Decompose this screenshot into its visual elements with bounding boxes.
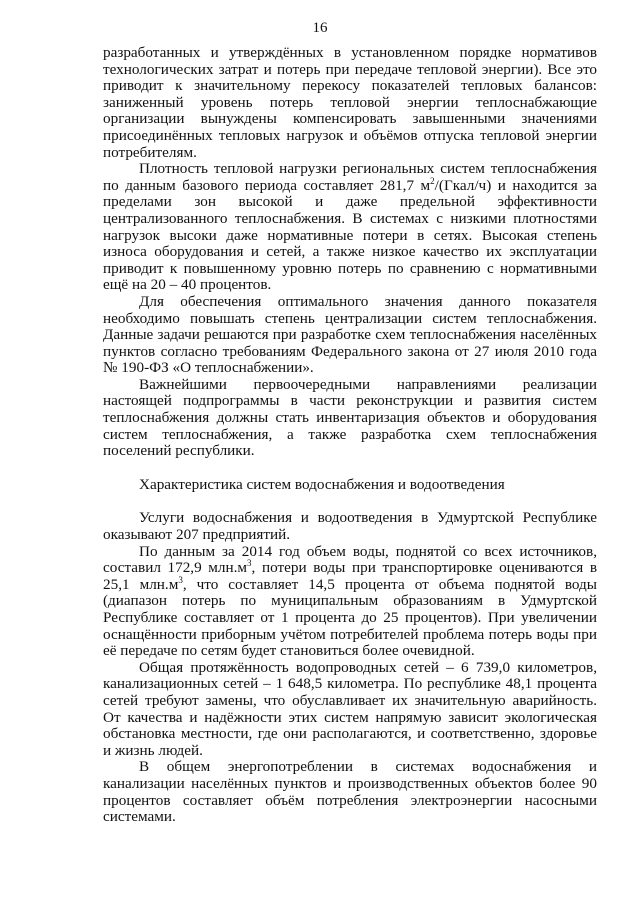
- paragraph-1: разработанных и утверждённых в установленном порядке нормативов технологических затрат и потерь при передаче тепловой энергии). Все это приводит к значительному перекосу показателей тепловых балансов: заниженный уровень потерь тепловой энергии теплоснабжающие организации вынуждены компенсировать завышенными значениями присоединённых тепловых нагрузок и объёмов отпуска тепловой энергии потребителям.: [103, 44, 597, 161]
- superscript-3-b: 3: [178, 574, 183, 585]
- document-body: [103, 45, 597, 826]
- paragraph-2: [103, 161, 597, 294]
- paragraph-8: В общем энергопотреблении в системах водоснабжения и канализации населённых пунктов и производственных объектов более 90 процентов составляет объём потребления электроэнергии насосными системами.: [103, 758, 597, 826]
- superscript-3-a: 3: [247, 558, 252, 569]
- paragraph-6-text-c: , что составляет 14,5 процента от объема поднятой воды (диапазон потерь по муниципальным образованиям в Удмуртской Республике составляет от 1 процента до 25 процентов). При увеличении оснащённости приборным учётом потребителей проблема потерь воды при её передаче по сетям будет становиться более очевидной.: [103, 575, 597, 660]
- paragraph-6: [103, 544, 597, 660]
- paragraph-5: Услуги водоснабжения и водоотведения в Удмуртской Республике оказывают 207 предприятий.: [103, 509, 597, 544]
- paragraph-7: Общая протяжённость водопроводных сетей – 6 739,0 километров, канализационных сетей – 1 648,5 километра. По республике 48,1 процента сетей требуют замены, что обуславливает их значительную аварийность. От качества и надёжности этих систем напрямую зависит экологическая обстановка местности, где они располагаются, и соответственно, здоровье и жизнь людей.: [103, 658, 597, 759]
- paragraph-4: Важнейшими первоочередными направлениями реализации настоящей подпрограммы в части реконструкции и развития систем теплоснабжения должны стать инвентаризация объектов и оборудования систем теплоснабжения, а также разработка схем теплоснабжения поселений республики.: [103, 375, 597, 460]
- paragraph-2-text-a: Плотность тепловой нагрузки региональных систем теплоснабжения по данным базового периода составляет 281,7 м: [103, 160, 597, 194]
- page-number: 16: [312, 20, 328, 36]
- paragraph-6-text-b: , потери воды при транспортировке оцениваются в 25,1 млн.м: [103, 559, 597, 593]
- section-heading: Характеристика систем водоснабжения и водоотведения: [139, 475, 505, 493]
- paragraph-2-text-b: /(Гкал/ч) и находится за пределами зон высокой и даже предельной эффективности централизованного теплоснабжения. В системах с низкими плотностями нагрузок высоки даже нормативные потери в сетях. Высокая степень износа оборудования и сетей, а также низкое качество их эксплуатации приводит к повышенному уровню потерь по сравнению с нормативными ещё на 20 – 40 процентов.: [103, 176, 598, 294]
- paragraph-3: Для обеспечения оптимального значения данного показателя необходимо повышать степень централизации систем теплоснабжения. Данные задачи решаются при разработке схем теплоснабжения населённых пунктов согласно требованиям Федерального закона от 27 июля 2010 года № 190-ФЗ «О теплоснабжении».: [103, 292, 597, 377]
- paragraph-6-text-a: По данным за 2014 год объем воды, поднятой со всех источников, составил 172,9 млн.м: [103, 542, 597, 577]
- superscript-2: 2: [430, 175, 435, 186]
